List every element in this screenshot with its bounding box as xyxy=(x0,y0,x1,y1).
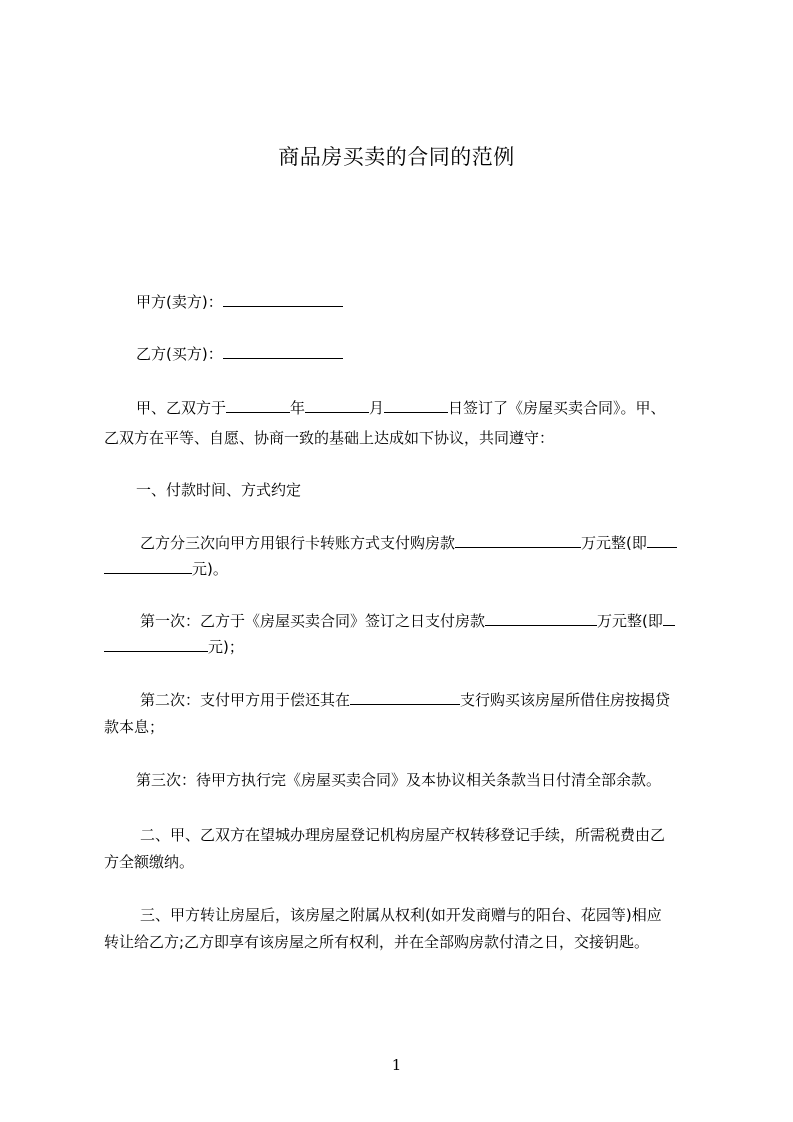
month-blank xyxy=(305,398,369,413)
payment-text-end: 元)。 xyxy=(192,560,228,578)
party-a-line xyxy=(136,292,736,312)
intro-line-2: 乙双方在平等、自愿、协商一致的基础上达成如下协议，共同遵守： xyxy=(104,429,555,447)
intro-line-1 xyxy=(136,398,736,418)
first-yuan-blank-1 xyxy=(663,611,675,626)
payment-text-a: 乙方分三次向甲方用银行卡转账方式支付购房款 xyxy=(140,534,456,552)
year-blank xyxy=(226,398,290,413)
bank-branch-blank xyxy=(350,690,460,705)
first-text-end: 元)； xyxy=(208,638,244,656)
section-2-line-1: 二、甲、乙双方在望城办理房屋登记机构房屋产权转移登记手续，所需税费由乙 xyxy=(140,826,666,844)
day-blank xyxy=(384,398,448,413)
page-number: 1 xyxy=(391,1056,402,1074)
second-payment-line-1 xyxy=(140,690,740,710)
first-yuan-blank-2 xyxy=(104,637,208,652)
party-a-blank xyxy=(223,292,343,307)
payment-yuan-blank-1 xyxy=(647,533,677,548)
first-payment-line-2 xyxy=(104,637,704,657)
intro-text-a: 甲、乙双方于 xyxy=(136,399,227,417)
intro-text-year: 年 xyxy=(290,399,306,417)
payment-yuan-blank-2 xyxy=(104,559,192,574)
intro-text-d: 日签订了《房屋买卖合同》。甲、 xyxy=(448,399,666,417)
party-b-line xyxy=(136,344,736,364)
first-text-b: 万元整(即 xyxy=(597,612,663,630)
section-2-line-2: 方全额缴纳。 xyxy=(104,853,195,871)
payment-amount-blank xyxy=(455,533,581,548)
payment-text-b: 万元整(即 xyxy=(581,534,647,552)
payment-line-2 xyxy=(104,559,704,579)
first-text-a: 第一次：乙方于《房屋买卖合同》签订之日支付房款 xyxy=(140,612,486,630)
section-1-heading: 一、付款时间、方式约定 xyxy=(136,481,302,499)
party-a-label: 甲方(卖方)： xyxy=(136,293,223,311)
section-3-line-2: 转让给乙方;乙方即享有该房屋之所有权利，并在全部购房款付清之日，交接钥匙。 xyxy=(104,933,650,951)
second-text-b: 支行购买该房屋所借住房按揭贷 xyxy=(460,691,671,709)
first-payment-line-1 xyxy=(140,611,740,631)
document-title: 商品房买卖的合同的范例 xyxy=(278,145,515,169)
second-text-a: 第二次：支付甲方用于偿还其在 xyxy=(140,691,351,709)
section-3-line-1: 三、甲方转让房屋后，该房屋之附属从权利(如开发商赠与的阳台、花园等)相应 xyxy=(140,906,662,924)
intro-text-month: 月 xyxy=(369,399,385,417)
first-amount-blank xyxy=(485,611,597,626)
party-b-blank xyxy=(223,344,343,359)
payment-line-1 xyxy=(140,533,740,553)
party-b-label: 乙方(买方)： xyxy=(136,345,223,363)
second-payment-line-2: 款本息； xyxy=(104,718,165,736)
third-payment-line: 第三次：待甲方执行完《房屋买卖合同》及本协议相关条款当日付清全部余款。 xyxy=(136,771,662,789)
